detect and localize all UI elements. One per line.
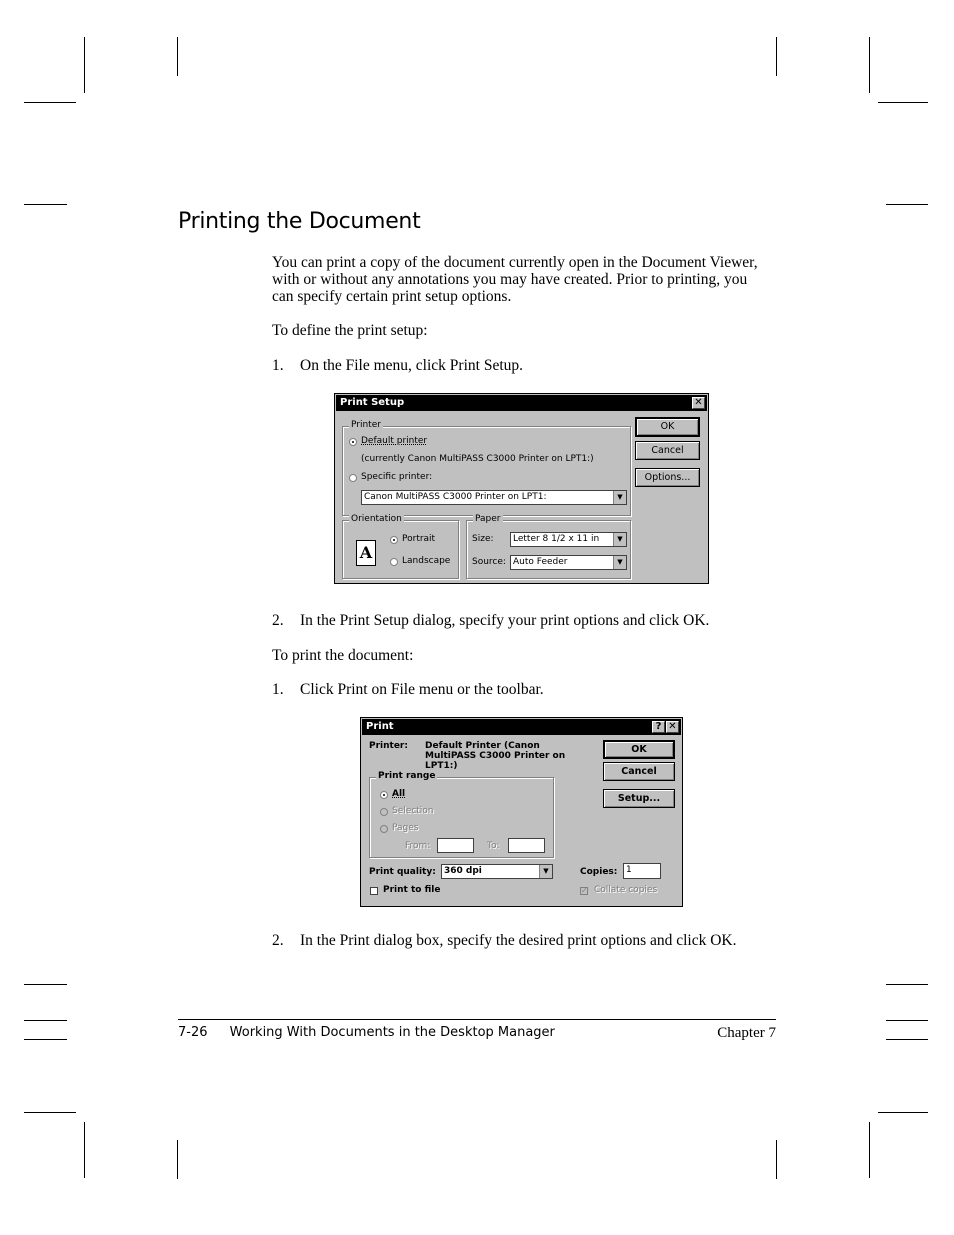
crop-mark bbox=[24, 102, 76, 103]
paper-source-select[interactable] bbox=[510, 555, 627, 570]
crop-mark bbox=[886, 204, 928, 205]
specific-printer-label[interactable]: Specific printer: bbox=[361, 472, 433, 482]
printer-group bbox=[342, 420, 631, 516]
print-setup-dialog bbox=[334, 393, 709, 584]
step-number: 2. bbox=[272, 932, 284, 949]
crop-mark bbox=[24, 984, 67, 985]
default-printer-label[interactable]: Default printer bbox=[361, 436, 428, 446]
setup-step-1 bbox=[272, 357, 752, 374]
crop-mark bbox=[24, 1039, 67, 1040]
print-dialog bbox=[360, 717, 683, 907]
chevron-down-icon[interactable]: ▼ bbox=[613, 491, 626, 504]
footer-chapter: Chapter 7 bbox=[717, 1025, 776, 1041]
copies-label: Copies: bbox=[580, 867, 618, 877]
close-icon[interactable]: ✕ bbox=[692, 397, 705, 409]
all-radio[interactable] bbox=[380, 791, 388, 799]
portrait-label[interactable]: Portrait bbox=[402, 534, 436, 544]
chevron-down-icon[interactable]: ▼ bbox=[539, 865, 552, 878]
crop-mark bbox=[776, 1140, 777, 1179]
section-heading: Printing the Document bbox=[178, 209, 421, 234]
crop-mark bbox=[869, 37, 870, 93]
from-input[interactable] bbox=[437, 838, 474, 853]
paper-group-label: Paper bbox=[475, 514, 501, 524]
ok-button[interactable]: OK bbox=[635, 417, 700, 437]
crop-mark bbox=[24, 1020, 67, 1021]
intro-paragraph: You can print a copy of the document currently open in the Document Viewer, with or without any annotations you may have created. Prior to printing, you can specify certain print setup options. bbox=[272, 254, 758, 305]
ok-button[interactable]: OK bbox=[603, 740, 675, 759]
step-text: Click Print on File menu or the toolbar. bbox=[300, 681, 544, 698]
source-label: Source: bbox=[472, 557, 506, 567]
footer-section-title: Working With Documents in the Desktop Manager bbox=[229, 1025, 555, 1040]
printer-group-label: Printer bbox=[351, 420, 381, 430]
help-icon[interactable]: ? bbox=[652, 721, 665, 733]
setup-lead-text: To define the print setup: bbox=[272, 322, 428, 339]
specific-printer-select[interactable] bbox=[361, 490, 627, 505]
crop-mark bbox=[84, 37, 85, 93]
cancel-button[interactable]: Cancel bbox=[635, 441, 700, 460]
default-printer-detail: (currently Canon MultiPASS C3000 Printer on LPT1:) bbox=[361, 454, 594, 464]
crop-mark bbox=[24, 1112, 76, 1113]
cancel-button[interactable]: Cancel bbox=[603, 762, 675, 781]
pages-radio bbox=[380, 825, 388, 833]
collate-copies-checkbox: ✓ bbox=[581, 886, 588, 895]
printer-value: Default Printer (Canon MultiPASS C3000 Printer on LPT1:) bbox=[425, 741, 566, 771]
size-label: Size: bbox=[472, 534, 494, 544]
setup-step-2 bbox=[272, 612, 752, 629]
specific-printer-value: Canon MultiPASS C3000 Printer on LPT1: bbox=[364, 492, 547, 502]
collate-copies-label: Collate copies bbox=[594, 885, 658, 895]
orientation-group bbox=[342, 514, 459, 579]
footer-rule bbox=[178, 1019, 776, 1020]
selection-radio bbox=[380, 808, 388, 816]
crop-mark bbox=[24, 204, 67, 205]
landscape-radio[interactable] bbox=[390, 558, 398, 566]
paper-size-select[interactable] bbox=[510, 532, 627, 547]
all-label[interactable]: All bbox=[392, 789, 406, 799]
dialog-title: Print Setup bbox=[340, 397, 405, 408]
paper-source-value: Auto Feeder bbox=[513, 557, 568, 567]
print-step-2 bbox=[272, 932, 752, 949]
specific-printer-radio[interactable] bbox=[349, 474, 357, 482]
print-quality-value: 360 dpi bbox=[444, 866, 482, 876]
crop-mark bbox=[776, 37, 777, 76]
close-icon[interactable]: ✕ bbox=[666, 721, 679, 733]
crop-mark bbox=[886, 1020, 928, 1021]
step-number: 1. bbox=[272, 357, 284, 374]
print-to-file-label[interactable]: Print to file bbox=[383, 885, 441, 895]
selection-label: Selection bbox=[392, 806, 434, 816]
page-number: 7-26 bbox=[178, 1025, 208, 1040]
print-to-file-checkbox[interactable] bbox=[370, 887, 378, 895]
landscape-label[interactable]: Landscape bbox=[402, 556, 451, 566]
step-text: In the Print Setup dialog, specify your print options and click OK. bbox=[300, 612, 710, 629]
print-lead-text: To print the document: bbox=[272, 647, 414, 664]
crop-mark bbox=[84, 1122, 85, 1178]
portrait-radio[interactable] bbox=[390, 536, 398, 544]
crop-mark bbox=[177, 1140, 178, 1179]
to-input[interactable] bbox=[508, 838, 545, 853]
default-printer-radio[interactable] bbox=[349, 438, 357, 446]
step-text: On the File menu, click Print Setup. bbox=[300, 357, 524, 374]
setup-button[interactable]: Setup... bbox=[603, 789, 675, 808]
step-number: 1. bbox=[272, 681, 284, 698]
print-range-label: Print range bbox=[378, 771, 436, 781]
crop-mark bbox=[886, 1039, 928, 1040]
crop-mark bbox=[177, 37, 178, 76]
footer-left bbox=[178, 1025, 555, 1040]
to-label: To: bbox=[487, 841, 500, 851]
options-button[interactable]: Options... bbox=[635, 468, 700, 487]
print-quality-select[interactable] bbox=[441, 864, 553, 879]
portrait-document-icon: A bbox=[356, 540, 376, 566]
print-range-group bbox=[369, 771, 554, 858]
crop-mark bbox=[878, 1112, 928, 1113]
dialog-title: Print bbox=[366, 721, 394, 732]
paper-size-value: Letter 8 1/2 x 11 in bbox=[513, 534, 600, 544]
print-quality-label: Print quality: bbox=[369, 867, 436, 877]
crop-mark bbox=[878, 102, 928, 103]
pages-label: Pages bbox=[392, 823, 419, 833]
print-step-1 bbox=[272, 681, 752, 698]
step-number: 2. bbox=[272, 612, 284, 629]
orientation-group-label: Orientation bbox=[351, 514, 402, 524]
chevron-down-icon[interactable]: ▼ bbox=[613, 533, 626, 546]
crop-mark bbox=[869, 1122, 870, 1178]
from-label: From: bbox=[405, 841, 431, 851]
chevron-down-icon[interactable]: ▼ bbox=[613, 556, 626, 569]
dialog-titlebar bbox=[362, 719, 681, 735]
printer-label: Printer: bbox=[369, 741, 408, 751]
paper-group bbox=[466, 514, 631, 579]
crop-mark bbox=[886, 984, 928, 985]
copies-input[interactable]: 1 bbox=[623, 863, 661, 879]
step-text: In the Print dialog box, specify the desired print options and click OK. bbox=[300, 932, 737, 949]
dialog-titlebar bbox=[336, 395, 707, 411]
